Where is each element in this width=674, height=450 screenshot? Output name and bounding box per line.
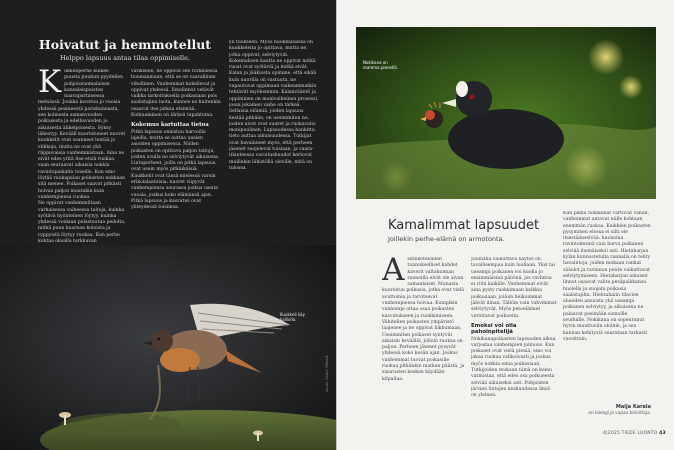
right-column-1 — [382, 257, 465, 440]
body-text: Nokikanapoikasten lapsuuden alkua varjostaa vanhempien julmuus. Kun poikaset ovat vielä pieniä, emo voi jakaa ruokaa valikoivasti ja joskus myös nokkia omia poikasiaan. Tutkijoiden mukaan tämä on keino varmistaa, että edes osa poikueesta selviää aikuiseksi asti. Pohjoisten järvien lintujen keskuudessa ilmiö on yleinen. — [471, 336, 556, 399]
photo-caption-right: Nokikana on mamma pienellä. — [363, 60, 398, 70]
author-signature — [563, 404, 651, 415]
right-page — [337, 0, 674, 450]
body-text: Pitkä lapsuus onnistuu harvoilla lajeilla, mutta se auttaa uusien asioiden oppimisessa. Niiden poikasten on opittava paljon taitoja, joiden avulla ne selviytyvät aikuisena. Lintuperheet, joilla on pitkä lapsuus, ovat usein myös pitkäikäisiä. Kuukkelit ovat tässä mielessä varsin erikoislaatuisia: nuoret viipyvät vanhempiensa seurassa joskus useita vuosia, joskus koko elämänsä ajan. Pitkä lapsuus ja kasvatus ovat yhteydessä toisiinsa. — [131, 129, 220, 211]
left-column-2 — [131, 69, 221, 265]
article-subtitle-left: Helppo lapsuus antaa tilaa oppimiselle. — [59, 54, 190, 62]
left-column-1 — [38, 69, 126, 259]
author-name: Maija Karala — [615, 404, 651, 410]
left-page — [0, 0, 336, 450]
body-text: ukkeliperhe kulkee puusta puuhun pyydellen pohjoissuomalaisen kansalaispuiston naavapartaisessa metsässä. Joukko koostuu jo vuosia yhdessä pesineestä pariskunnasta, sen kolmesta samanvuoden poikasesta ja edellisvuoden jo aikuisesta älikelpoisesta. Syksy lähestyy. Kevääll kuoriutuneet nuoret kuukkelit ovat osanneet lentää jo viikkoja, mutta ne ovat yhä riippuvaisia vanhemmistaan. Aina ne eivät edes yritä itse etsiä ruokaa, vaan seuraavat aikaisia nokkia ravintopaikalta toiselle. Kun emo löytää ruokapalan poikasten nokkaan sitä menee. Poikaset saavat pitkästi hoivaa paljon muutakin kuin vanhempiensa ruokaa. — [38, 69, 126, 200]
dropcap-a: A — [382, 257, 405, 288]
coot-photo — [356, 27, 656, 199]
body-text: varikseen, ne oppivat sen torkkuessa huomaamaan, että se on vaarallinen vihollinen. Vanhemmat kokeilevat ja oppivat yhdessä. Emolinnut vetävät vaikka tarkoituksella poikasiaan pois saalistajien luota, kunnes ne kuitenkin osaavat itse jatkaa etsintää. Kohtaaminen on tärkeä tapahtuma. — [131, 69, 221, 119]
body-text: Kun pikku nokikanat vartuvat vähän, vanhemmat antavat niille kohtaan enemmän ruokaa. Kaikkien poikasten pysyminen elossa ei silti ole itsestäänselvää: huonoina ravintokesinä vain harva poikanen selviää itsenäiseksi asti. Hietaharjan kylän kunnostetulla rannalla on tehty havaintoja, joiden mukaan rankat sääolot ja ravinnon puute vaikuttavat selviytymiseen. Hietaharjan aikuiset linnut osaavat valita pesäpaikkansa huolella ja suojata poikasia saalistajilta. Hiehtahaiin tilavien alueiden ansiosta yhä useampi poikanen selviytyy, ja aikuisena ne palaavat pesimään samoille seuduille. Nokikana on sopeutunut hyvin muuttuviin oloihin, ja sen kannan kehitystä seurataan tarkasti vuosittain. — [563, 211, 651, 342]
subheading-emoksi: Emoksi voi olla pahoinpitelijä — [471, 322, 517, 336]
photo-credit: Kuvat: Sakari Mäkelä — [325, 355, 329, 392]
article-subtitle-right: Joillekin perhe-elämä on armotonta. — [388, 235, 505, 243]
photo-caption-left: Kuukkeli käy kalliolla. — [280, 312, 306, 322]
article-title-left: Hoivatut ja hemmotellut — [38, 37, 212, 52]
siberian-jay-photo — [0, 245, 336, 450]
right-column-3 — [563, 211, 651, 398]
body-text: Juomalla vaikuttava käytös on tavallisempaa kuin luullaan. Yksi tai useampi poikanen voi kuolla jo ensimmäisinä päivinä, jos ravintoa ei riitä kaikille. Vanhemmat eivät aina pysty ruokkimaan kaikkia poikasiaan, jolloin heikoimmat jäävät ilman. Tällöin vain vahvimmat selviytyvät. Myös petoeläimet verottavat poikueita. — [471, 257, 557, 319]
dropcap-k: K — [38, 69, 62, 100]
page-folio — [603, 431, 666, 436]
subheading-kokemus: Kokemus kartuttaa tietoa — [131, 122, 209, 129]
author-role: on biologi ja vapaa toimittaja. — [588, 410, 651, 415]
body-text: Ne oppivat vanhemmiltaan varhaisessa vaiheessa taitoja, kuinka syötävä hyönteinen löytyy, kuinka yhdessä voidaan pelastautua pedolta, mitkä puun kaarnan koloista ja ryppyistä löytyy ruokaa. Kun perhe kohtaa oksalla torkkuvan — [38, 201, 126, 245]
right-column-2 — [471, 257, 557, 440]
body-text: yli tuokseen. Myös nuokkaliuissa on kuukkeleita jo opittava, mutta ne, jotka oppivat, selviytyvät. Kokemuksen kautta ne oppivat mitkä ruoat ovat syötäviä ja mitkä eivät. Kalan ja jääkiosta opimme, että sikäli kuin nuorilla on vastuuta, ne vapautuvat oppimaan vaikeammatkin tehtävät myöhemmin. Kalanvääntö ja oppiminen on monivaiheinen prosessi, jossa jokainen vaihe on tärkeä. Sellaisia eläimiä, joiden lapsuus kestää pitkään, on useimmiten ne, joiden aivot ovat suuret ja ruokavalio monipuolinen. Lapsuudessa hankittu tieto auttaa aikuisuudessa. Tutkijat ovat havainneet myös, että perheen jäsenet suojelevat toisiaan, ja vaara-tilanteessa varoitushuudot kertovat muillekin lähistöllä oleville, mitä on tulossa. — [229, 40, 319, 171]
article-title-right: Kamalimmat lapsuudet — [388, 218, 540, 233]
body-text: istinkoteloiden tunnukselliset kahdet kaverit valtakunnan rannoilla eivät ole aivan samanlaiset. Munasta kuoriutuu poikasia, jotka ovat vielä avuttomia ja tarvitsevat vanhempiensa hoivaa. Kumpikin vanhempi ottaa osaa poikasten kasvatukseen ja ruokkimiseen. Vähitellen poikasten ympäristö laajenee ja ne oppivat liikkumaan. Useimmiten poikaset syntyvät aikaisin keväällä, jolloin ruokaa on paljon. Perheen jäsenet pysyvät yhdessä koko kesän ajan. Joskus vanhemmat tuovat poikasille ruokaa pitkänkin matkan päästä, ja sisarusten kesken käydään kilpailua. — [382, 257, 465, 382]
left-column-3 — [229, 40, 319, 236]
page-number: 43 — [659, 431, 666, 436]
issue-label: 4|2025 TIEDE LUONTO — [603, 431, 658, 436]
